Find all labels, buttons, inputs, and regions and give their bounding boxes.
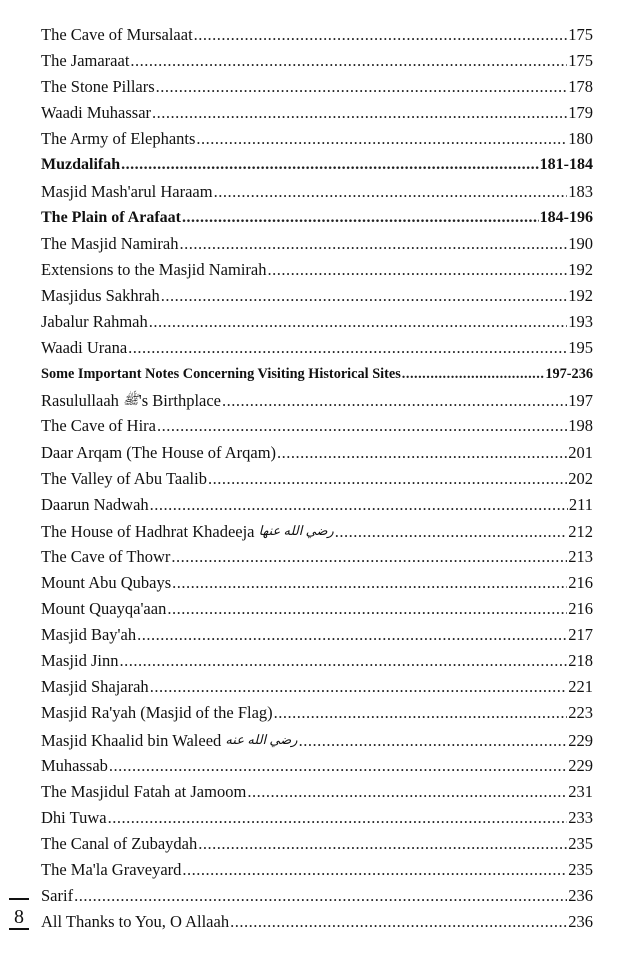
toc-entry-title-text: The Stone Pillars [41, 77, 155, 97]
toc-entry-title [41, 309, 148, 335]
toc-entry-page: 175 [568, 25, 593, 44]
dot-leader [182, 205, 539, 231]
dot-leader [121, 152, 539, 178]
toc-entry [41, 805, 593, 831]
toc-entry-title-text: Daarun Nadwah [41, 494, 149, 514]
toc-entry-title-text: Daar Arqam (The House of Arqam) [41, 442, 277, 462]
honorific-symbol: ﷺ [123, 392, 139, 408]
toc-entry-title [41, 74, 155, 100]
toc-entry [41, 674, 593, 700]
toc-entry-page: 197-236 [545, 366, 593, 383]
toc-entry-page: 175 [568, 51, 593, 71]
toc-entry [41, 22, 593, 48]
table-of-contents [41, 22, 593, 935]
toc-entry-title [41, 283, 160, 309]
dot-leader [299, 728, 568, 754]
toc-entry-title-text: Masjidus Sakhrah [41, 285, 160, 305]
toc-entry-title-text: The House of Hadhrat Khadeeja [41, 521, 255, 541]
toc-entry-page: 236 [568, 886, 593, 906]
toc-entry [41, 387, 593, 413]
dot-leader [128, 335, 567, 361]
toc-entry [41, 413, 593, 439]
dot-leader [130, 48, 567, 74]
toc-entry [41, 231, 593, 257]
toc-entry-title [41, 205, 181, 231]
toc-entry-page: 229 [568, 755, 593, 775]
toc-entry-page: 218 [568, 651, 593, 671]
toc-entry-title [41, 413, 156, 439]
toc-entry [41, 909, 593, 935]
toc-entry-title [41, 152, 120, 178]
dot-leader [179, 231, 567, 257]
dot-leader [274, 700, 568, 726]
toc-entry [41, 361, 593, 387]
toc-entry-title-text: Rasulullaah [41, 391, 119, 411]
dot-leader [208, 466, 567, 492]
toc-entry-title [41, 570, 171, 596]
toc-entry [41, 596, 593, 622]
dot-leader [335, 519, 567, 545]
toc-entry [41, 466, 593, 492]
toc-entry [41, 309, 593, 335]
toc-entry-page: 192 [568, 285, 593, 305]
toc-entry [41, 48, 593, 74]
toc-entry-title [41, 831, 197, 857]
toc-entry-page: 179 [568, 103, 593, 123]
toc-entry [41, 700, 593, 726]
toc-entry-title [41, 492, 149, 518]
toc-entry-title [41, 361, 401, 387]
toc-entry-title-text: The Plain of Arafaat [41, 208, 181, 226]
page-number-marker [7, 897, 31, 933]
toc-entry-page: 213 [568, 546, 593, 566]
toc-entry-title-text: The Masjid Namirah [41, 233, 179, 253]
toc-entry [41, 883, 593, 909]
toc-entry-title [41, 231, 178, 257]
toc-entry-title [41, 257, 266, 283]
toc-entry-title-text: Muzdalifah [41, 156, 121, 174]
toc-entry-title [41, 126, 195, 152]
toc-entry-title-text: The Cave of Hira [41, 416, 156, 436]
dot-leader [277, 440, 567, 466]
toc-entry-title [41, 857, 181, 883]
dot-leader [150, 492, 568, 518]
toc-entry-page: 212 [568, 521, 593, 541]
toc-entry [41, 440, 593, 466]
toc-entry-title-text: The Jamaraat [41, 51, 130, 71]
toc-entry-title [41, 700, 273, 726]
toc-entry-title-text: The Ma'la Graveyard [41, 860, 182, 879]
toc-entry-title-text: Masjid Ra'yah (Masjid of the Flag) [41, 703, 273, 723]
toc-entry [41, 570, 593, 596]
toc-entry-title [41, 909, 229, 935]
toc-entry-title [41, 48, 129, 74]
toc-entry [41, 492, 593, 518]
toc-entry-title-text: The Cave of Thowr [41, 546, 171, 566]
dot-leader [149, 309, 567, 335]
dot-leader [74, 883, 567, 909]
toc-entry-page: 202 [568, 468, 593, 488]
toc-entry-title [41, 674, 149, 700]
toc-entry-title [41, 440, 276, 466]
toc-entry-title-text: Masjid Mash'arul Haraam [41, 181, 213, 201]
toc-entry-title-text: The Army of Elephants [41, 129, 196, 149]
toc-entry-page: 216 [568, 572, 593, 592]
dot-leader [172, 570, 567, 596]
dot-leader [171, 544, 567, 570]
toc-entry-title-text: All Thanks to You, O Allaah [41, 912, 230, 932]
toc-entry-title [41, 100, 151, 126]
dot-leader [109, 753, 567, 779]
toc-entry-title [41, 883, 73, 909]
toc-entry [41, 727, 593, 753]
toc-entry [41, 857, 593, 883]
toc-entry-title [41, 622, 136, 648]
toc-entry-title [41, 518, 334, 545]
toc-entry [41, 831, 593, 857]
honorific-symbol: رضي الله عنها [258, 522, 334, 538]
toc-entry-page: 229 [568, 730, 593, 750]
dot-leader [194, 22, 568, 48]
toc-entry-title-text: The Cave of Mursalaat [41, 25, 193, 44]
toc-entry-page: 198 [568, 416, 593, 436]
dot-leader [214, 179, 568, 205]
toc-entry [41, 205, 593, 231]
toc-entry [41, 648, 593, 674]
toc-entry-page: 195 [568, 338, 593, 358]
toc-entry-title-text: Extensions to the Masjid Namirah [41, 259, 267, 279]
toc-entry-page: 236 [568, 912, 593, 932]
toc-entry-title [41, 648, 118, 674]
toc-entry [41, 283, 593, 309]
toc-entry [41, 518, 593, 544]
toc-entry [41, 335, 593, 361]
toc-entry-title-text: Some Important Notes Concerning Visiting Historical Sites [41, 366, 401, 383]
toc-entry-page: 183 [568, 181, 593, 201]
toc-entry-title [41, 387, 221, 414]
toc-entry-title [41, 335, 127, 361]
toc-entry-page: 217 [568, 625, 593, 645]
toc-entry-title [41, 753, 108, 779]
dot-leader [402, 361, 545, 387]
toc-entry [41, 779, 593, 805]
dot-leader [156, 74, 568, 100]
toc-entry-title-text: The Valley of Abu Taalib [41, 468, 207, 488]
toc-entry-title [41, 779, 246, 805]
dot-leader [247, 779, 567, 805]
toc-entry-title-text: Jabalur Rahmah [41, 312, 148, 332]
toc-entry [41, 544, 593, 570]
toc-entry [41, 257, 593, 283]
toc-entry-page: 223 [568, 703, 593, 723]
dot-leader [108, 805, 568, 831]
toc-entry-title-text: Mount Abu Qubays [41, 572, 172, 592]
toc-entry [41, 179, 593, 205]
toc-entry-page: 231 [568, 781, 593, 801]
toc-entry-title [41, 466, 207, 492]
toc-entry-title-text: Waadi Urana [41, 338, 128, 358]
toc-entry [41, 126, 593, 152]
toc-entry-title-text: Sarif [41, 886, 74, 906]
toc-entry-title [41, 596, 166, 622]
toc-entry-page: 181-184 [539, 156, 593, 174]
toc-entry-title-text: The Masjidul Fatah at Jamoom [41, 781, 247, 801]
toc-entry-title [41, 727, 298, 754]
toc-entry-page: 201 [568, 442, 593, 462]
dot-leader [152, 100, 567, 126]
toc-entry-title [41, 544, 170, 570]
dot-leader [198, 831, 567, 857]
page-number: 8 [14, 906, 24, 928]
toc-entry [41, 622, 593, 648]
toc-entry-title-suffix: 's Birthplace [138, 391, 221, 411]
toc-entry-page: 216 [568, 599, 593, 619]
toc-entry-page: 190 [568, 233, 593, 253]
toc-entry-page: 221 [568, 677, 593, 697]
dot-leader [161, 283, 568, 309]
dot-leader [137, 622, 567, 648]
toc-entry-page: 235 [568, 860, 593, 879]
honorific-symbol: رضي الله عنه [225, 731, 298, 747]
toc-entry-title-text: Masjid Khaalid bin Waleed [41, 730, 222, 750]
toc-entry-page: 178 [568, 77, 593, 97]
toc-entry-title-text: Masjid Jinn [41, 651, 119, 671]
toc-entry [41, 152, 593, 178]
dot-leader [267, 257, 567, 283]
toc-entry-page: 233 [568, 807, 593, 827]
dot-leader [150, 674, 568, 700]
toc-entry-page: 180 [568, 129, 593, 149]
toc-entry [41, 74, 593, 100]
toc-entry-page: 235 [568, 833, 593, 853]
toc-entry-title-text: Masjid Shajarah [41, 677, 149, 697]
toc-entry-title [41, 805, 107, 831]
dot-leader [230, 909, 567, 935]
dot-leader [119, 648, 567, 674]
toc-entry [41, 100, 593, 126]
toc-entry-title-text: The Canal of Zubaydah [41, 833, 198, 853]
toc-entry-page: 211 [568, 494, 593, 514]
toc-entry-title-text: Muhassab [41, 755, 108, 775]
toc-entry-title [41, 22, 193, 48]
dot-leader [196, 126, 567, 152]
toc-entry-page: 184-196 [539, 208, 593, 226]
toc-entry-title-text: Waadi Muhassar [41, 103, 152, 123]
toc-entry-page: 192 [568, 259, 593, 279]
dot-leader [167, 596, 567, 622]
dot-leader [222, 388, 567, 414]
toc-entry-title-text: Mount Quayqa'aan [41, 599, 167, 619]
toc-entry-page: 193 [568, 312, 593, 332]
toc-entry-page: 197 [568, 391, 593, 411]
toc-entry [41, 753, 593, 779]
toc-entry-title [41, 179, 213, 205]
toc-entry-title-text: Masjid Bay'ah [41, 625, 137, 645]
toc-entry-title-text: Dhi Tuwa [41, 807, 107, 827]
dot-leader [182, 857, 567, 883]
dot-leader [157, 413, 567, 439]
